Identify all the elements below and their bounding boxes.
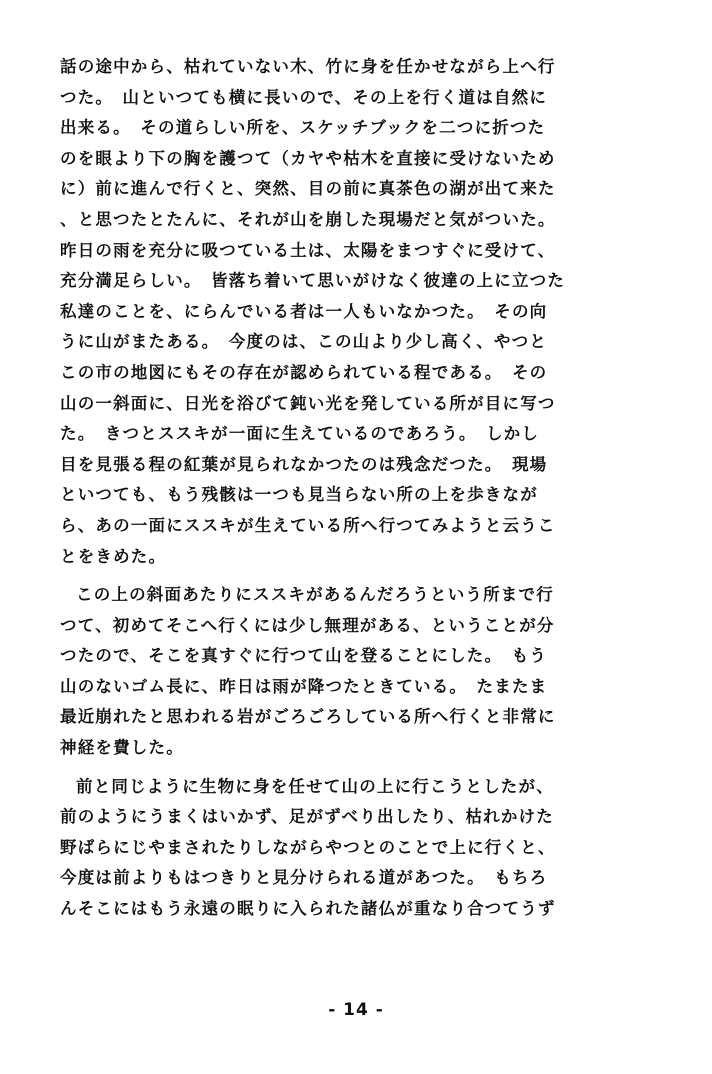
text-line: 野ばらにじやまされたりしながらやつとのことで上に行くと、 xyxy=(60,837,556,857)
text-line: に）前に進んで行くと、突然、目の前に真茶色の湖が出て来た xyxy=(60,179,556,199)
text-line: た。 きつとススキが一面に生えているのであろう。 しかし xyxy=(60,424,540,444)
paragraph-gap xyxy=(60,764,670,772)
text-line: 出来る。 その道らしい所を、スケッチブックを二つに折つた xyxy=(60,118,546,138)
text-line: 前のようにうまくはいかず、足がずべり出したり、枯れかけた xyxy=(60,807,554,827)
text-line: 山の一斜面に、日光を浴びて鈍い光を発している所が目に写つ xyxy=(60,393,556,413)
body-text xyxy=(60,52,670,925)
text-line: 私達のことを、にらんでいる者は一人もいなかつた。 その向 xyxy=(60,301,548,321)
text-line: 山のないゴム長に、昨日は雨が降つたときている。 たまたま xyxy=(60,676,548,696)
text-line: この上の斜面あたりにススキがあるんだろうという所まで行 xyxy=(76,585,554,605)
text-line: 神経を費した。 xyxy=(60,738,184,758)
text-line: 目を見張る程の紅葉が見られなかつたのは残念だつた。 現場 xyxy=(60,454,548,474)
text-line: んそこにはもう永遠の眠りに入られた諸仏が重なり合つてうず xyxy=(60,899,556,919)
text-line: 充分満足らしい。 皆落ち着いて思いがけなく彼達の上に立つた xyxy=(60,271,566,291)
text-line: 最近崩れたと思われる岩がごろごろしている所へ行くと非常に xyxy=(60,707,556,727)
text-line: 、と思つたとたんに、それが山を崩した現場だと気がついた。 xyxy=(60,209,556,229)
text-line: 昨日の雨を充分に吸つている土は、太陽をまつすぐに受けて、 xyxy=(60,240,556,260)
text-line: 話の途中から、枯れていない木、竹に身を任かせながら上へ行 xyxy=(60,57,556,76)
paragraph-gap xyxy=(60,572,670,580)
text-line: とをきめた。 xyxy=(60,546,167,566)
text-line: つたので、そこを真すぐに行つて山を登ることにした。 もう xyxy=(60,646,548,666)
text-line: 前と同じように生物に身を任せて山の上に行こうとしたが、 xyxy=(76,776,554,796)
text-line: といつても、もう残骸は一つも見当らない所の上を歩きなが xyxy=(60,485,538,505)
text-line: 今度は前よりもはつきりと見分けられる道があつた。 もちろ xyxy=(60,868,548,888)
text-line: この市の地図にもその存在が認められている程である。 その xyxy=(60,362,548,382)
text-line: のを眼より下の胸を護つて（カヤや枯木を直接に受けないため xyxy=(60,148,556,168)
text-line: ら、あの一面にススキが生えている所へ行つてみようと云うこ xyxy=(60,515,556,535)
page-number: - 14 - xyxy=(328,1000,384,1020)
text-line: つて、初めてそこへ行くには少し無理がある、ということが分 xyxy=(60,615,555,635)
text-line: うに山がまたある。 今度のは、この山より少し高く、やつと xyxy=(60,332,548,352)
text-line: つた。 山といつても横に長いので、その上を行く道は自然に xyxy=(60,87,548,107)
